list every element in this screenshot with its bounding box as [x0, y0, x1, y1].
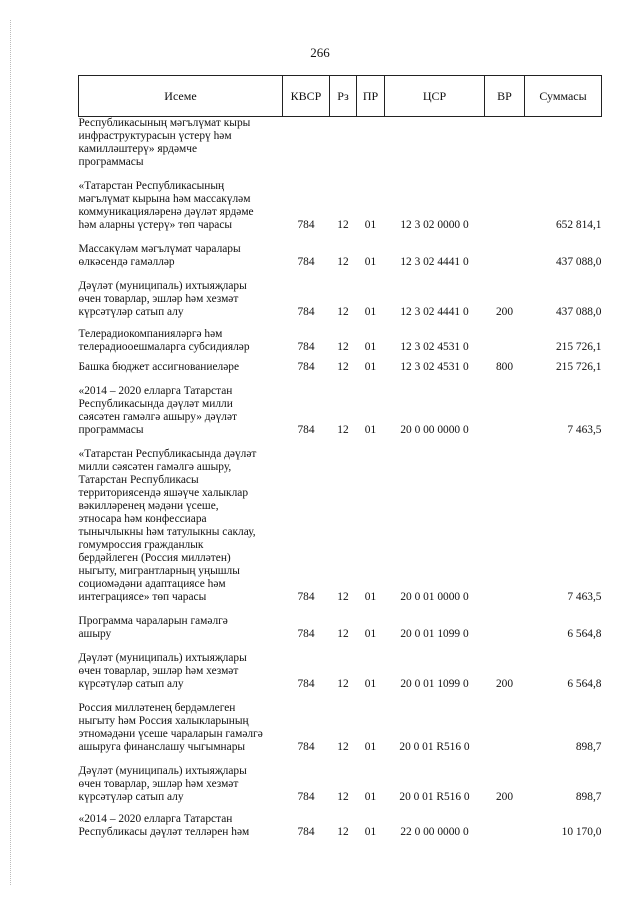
cell-kvsr: 784	[297, 628, 315, 640]
cell-rz: 12	[337, 424, 349, 436]
cell-sum: 652 814,1	[555, 219, 602, 231]
table-row	[79, 377, 602, 440]
cell-kvsr: 784	[297, 791, 315, 803]
cell-kvsr: 784	[297, 678, 315, 690]
scan-margin-dots	[10, 20, 11, 885]
cell-name: Программа чараларын гамәлгә ашыру	[78, 615, 228, 640]
table-row	[79, 272, 602, 322]
cell-rz: 12	[337, 678, 349, 690]
cell-rz: 12	[337, 219, 349, 231]
cell-name: Республикасының мәгълүмат кыры инфраструктурасын үстерү һәм камилләштерү» ярдәмче программасы	[78, 117, 251, 168]
cell-sum: 898,7	[575, 741, 602, 753]
table-row	[79, 440, 602, 607]
table-row	[79, 357, 602, 377]
cell-sum: 7 463,5	[567, 591, 602, 603]
cell-pr: 01	[364, 678, 377, 690]
cell-vr	[485, 440, 525, 607]
column-header-sum: Суммасы	[525, 76, 602, 117]
page-number: 266	[310, 45, 330, 60]
cell-pr: 01	[364, 219, 377, 231]
cell-name: Дәүләт (муниципаль) ихтыяҗлары өчен товарлар, эшләр һәм хезмәт күрсәтүләр сатып алу	[78, 280, 247, 318]
cell-sum: 215 726,1	[555, 341, 602, 353]
cell-pr: 01	[364, 361, 377, 373]
cell-kvsr: 784	[297, 424, 315, 436]
table-row	[79, 322, 602, 357]
cell-pr	[357, 117, 385, 173]
cell-name: Россия милләтенең бердәмлеген ныгыту һәм Россия халыкларының этномәдәни үсеше чараларын гамәлгә ашыруга финанслашу чыгымнары	[78, 702, 263, 753]
cell-pr: 01	[364, 341, 377, 353]
cell-rz	[330, 117, 357, 173]
cell-name: Дәүләт (муниципаль) ихтыяҗлары өчен товарлар, эшләр һәм хезмәт күрсәтүләр сатып алу	[78, 652, 247, 690]
cell-pr: 01	[364, 256, 377, 268]
cell-sum: 6 564,8	[567, 628, 602, 640]
cell-csr: 20 0 01 1099 0	[400, 628, 469, 640]
cell-rz: 12	[337, 791, 349, 803]
cell-rz: 12	[337, 306, 349, 318]
cell-name: Башка бюджет ассигнованиеләре	[78, 361, 240, 373]
column-header-csr: ЦСР	[385, 76, 485, 117]
cell-vr	[485, 607, 525, 644]
cell-sum: 7 463,5	[567, 424, 602, 436]
cell-vr	[485, 694, 525, 757]
cell-kvsr: 784	[297, 826, 315, 838]
cell-kvsr: 784	[297, 306, 315, 318]
cell-pr: 01	[364, 791, 377, 803]
column-header-name: Исеме	[79, 76, 283, 117]
cell-rz: 12	[337, 826, 349, 838]
cell-vr: 800	[495, 361, 514, 373]
cell-csr: 12 3 02 0000 0	[400, 219, 469, 231]
cell-csr: 20 0 00 0000 0	[400, 424, 469, 436]
cell-csr: 12 3 02 4441 0	[400, 256, 469, 268]
cell-csr: 12 3 02 4531 0	[400, 341, 469, 353]
cell-pr: 01	[364, 424, 377, 436]
cell-name: «Татарстан Республикасында дәүләт милли сәясәтен гамәлгә ашыру, Татарстан Республикасы территориясендә яшәүче халыклар вәкилләренең мәдәни үсеше, этносара һәм конфессиара тынычлыкны һәм татулыкны саклау, гомумроссия гражданлык бердәйлеген (Россия милләтен) ныгыту, мигрантларның уңышлы социомәдәни адаптациясе һәм интеграциясе» төп чарасы	[78, 448, 257, 603]
cell-pr: 01	[364, 628, 377, 640]
cell-rz: 12	[337, 256, 349, 268]
cell-rz: 12	[337, 628, 349, 640]
cell-kvsr: 784	[297, 219, 315, 231]
table-row	[79, 117, 602, 173]
cell-pr: 01	[364, 306, 377, 318]
cell-vr	[485, 322, 525, 357]
cell-pr: 01	[364, 591, 377, 603]
cell-csr	[385, 117, 485, 173]
cell-kvsr	[283, 117, 330, 173]
table-row	[79, 644, 602, 694]
cell-vr	[485, 377, 525, 440]
cell-name: Дәүләт (муниципаль) ихтыяҗлары өчен товарлар, эшләр һәм хезмәт күрсәтүләр сатып алу	[78, 765, 247, 803]
cell-name: Массакүләм мәгълүмат чаралары өлкәсендә гамәлләр	[78, 243, 241, 268]
cell-pr: 01	[364, 826, 377, 838]
table-row	[79, 757, 602, 807]
cell-sum: 6 564,8	[567, 678, 602, 690]
table-body	[79, 117, 602, 843]
cell-csr: 20 0 01 0000 0	[400, 591, 469, 603]
cell-csr: 22 0 00 0000 0	[400, 826, 469, 838]
cell-kvsr: 784	[297, 741, 315, 753]
column-header-kvsr: КВСР	[283, 76, 330, 117]
cell-vr: 200	[495, 306, 514, 318]
cell-name: «2014 – 2020 елларга Татарстан Республикасы дәүләт телләрен һәм	[78, 813, 250, 838]
table-row	[79, 607, 602, 644]
cell-sum: 437 088,0	[555, 256, 602, 268]
cell-sum: 10 170,0	[561, 826, 602, 838]
table-header-row	[79, 76, 602, 117]
table-row	[79, 807, 602, 842]
table-row	[79, 172, 602, 235]
column-header-rz: Рз	[330, 76, 357, 117]
cell-rz: 12	[337, 341, 349, 353]
cell-vr	[485, 172, 525, 235]
cell-vr: 200	[495, 791, 514, 803]
cell-kvsr: 784	[297, 341, 315, 353]
cell-csr: 12 3 02 4441 0	[400, 306, 469, 318]
column-header-vr: ВР	[485, 76, 525, 117]
cell-vr	[485, 807, 525, 842]
cell-sum	[525, 117, 602, 173]
cell-sum: 898,7	[575, 791, 602, 803]
cell-rz: 12	[337, 361, 349, 373]
table-row	[79, 694, 602, 757]
cell-vr	[485, 235, 525, 272]
cell-csr: 20 0 01 R516 0	[399, 791, 470, 803]
column-header-pr: ПР	[357, 76, 385, 117]
cell-name: «2014 – 2020 елларга Татарстан Республикасында дәүләт милли сәясәтен гамәлгә ашыру» дәүләт программасы	[78, 385, 238, 436]
cell-name: Телерадиокомпанияләргә һәм телерадиооешмаларга субсидияләр	[78, 328, 250, 353]
cell-name: «Татарстан Республикасының мәгълүмат кырына һәм массакүләм коммуникацияләренә дәүләт ярдәме һәм аларны үстерү» төп чарасы	[78, 180, 254, 231]
cell-csr: 12 3 02 4531 0	[400, 361, 469, 373]
cell-pr: 01	[364, 741, 377, 753]
cell-rz: 12	[337, 741, 349, 753]
cell-csr: 20 0 01 R516 0	[399, 741, 470, 753]
cell-vr	[485, 117, 525, 173]
cell-sum: 215 726,1	[555, 361, 602, 373]
cell-rz: 12	[337, 591, 349, 603]
cell-kvsr: 784	[297, 591, 315, 603]
cell-vr: 200	[495, 678, 514, 690]
table-row	[79, 235, 602, 272]
cell-kvsr: 784	[297, 256, 315, 268]
cell-sum: 437 088,0	[555, 306, 602, 318]
cell-kvsr: 784	[297, 361, 315, 373]
cell-csr: 20 0 01 1099 0	[400, 678, 469, 690]
budget-table	[78, 75, 602, 842]
